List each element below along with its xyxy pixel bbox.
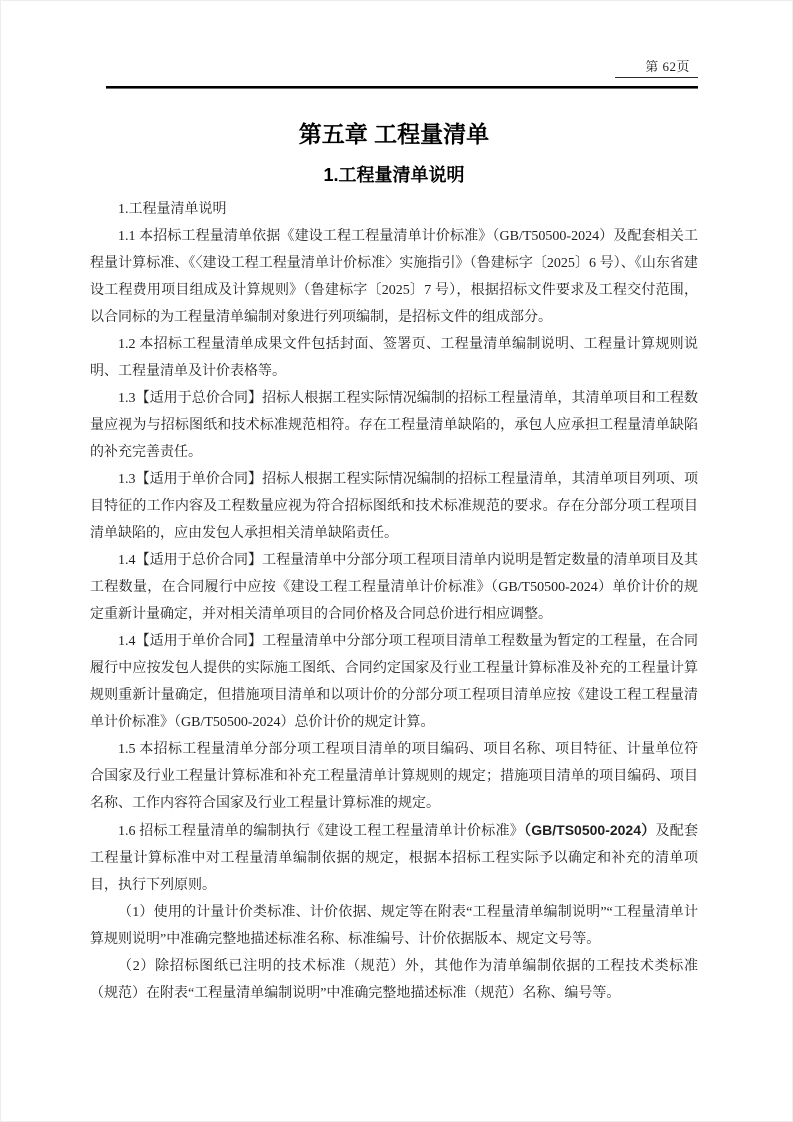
- paragraph: [90, 953, 698, 1007]
- header-rule: [106, 86, 698, 89]
- text-run: 1.4【适用于总价合同】工程量清单中分部分项工程项目清单内说明是暂定数量的清单项目及其工程数量，在合同履行中应按《建设工程工程量清单计价标准》（GB/T50500-2024）单价计价的规定重新计量确定，并对相关清单项目的合同价格及合同总价进行相应调整。: [90, 553, 698, 622]
- paragraph: [90, 547, 698, 628]
- text-run: 1.3【适用于总价合同】招标人根据工程实际情况编制的招标工程量清单，其清单项目和工程数量应视为与招标图纸和技术标准规范相符。存在工程量清单缺陷的，承包人应承担工程量清单缺陷的补充完善责任。: [90, 391, 698, 460]
- section-title: 1.工程量清单说明: [323, 165, 465, 185]
- text-run: 1.4【适用于单价合同】工程量清单中分部分项工程项目清单工程数量为暂定的工程量，在合同履行中应按发包人提供的实际施工图纸、合同约定国家及行业工程量计算标准及补充的工程量计算规则重新计量确定，但措施项目清单和以项计价的分部分项工程项目清单应按《建设工程工程量清单计价标准》（GB/T50500-2024）总价计价的规定计算。: [90, 634, 698, 730]
- paragraph: [90, 899, 698, 953]
- text-run: 1.工程量清单说明: [118, 202, 227, 217]
- paragraph: [90, 196, 698, 223]
- text-run: 1.3【适用于单价合同】招标人根据工程实际情况编制的招标工程量清单，其清单项目列项、项目特征的工作内容及工程数量应视为符合招标图纸和技术标准规范的要求。存在分部分项工程项目清单缺陷的，应由发包人承担相关清单缺陷责任。: [90, 472, 698, 541]
- text-run: 及配套工程量计算标准中对工程量清单编制依据的规定，根据本招标工程实际予以确定和补充的清单项目，执行下列原则。: [90, 824, 699, 893]
- paragraph: [90, 817, 698, 899]
- document-content: [90, 120, 698, 1007]
- paragraph: [90, 736, 698, 817]
- paragraph: [90, 223, 698, 331]
- page-header: [106, 58, 698, 78]
- document-body: [90, 196, 698, 1007]
- standard-code-text: （GB/TS0500-2024）: [524, 822, 656, 838]
- text-run: （2）除招标图纸已注明的技术标准（规范）外，其他作为清单编制依据的工程技术类标准（规范）在附表“工程量清单编制说明”中准确完整地描述标准（规范）名称、编号等。: [90, 959, 698, 1001]
- paragraph: [90, 466, 698, 547]
- text-run: 1.1 本招标工程量清单依据《建设工程工程量清单计价标准》（GB/T50500-2024）及配套相关工程量计算标准、《〈建设工程工程量清单计价标准〉实施指引》（鲁建标字〔2025〕6 号）、《山东省建设工程费用项目组成及计算规则》（鲁建标字〔2025〕7 号），根据招标文件要求及工程交付范围，以合同标的为工程量清单编制对象进行列项编制，是招标文件的组成部分。: [90, 229, 698, 325]
- paragraph: [90, 331, 698, 385]
- text-run: （1）使用的计量计价类标准、计价依据、规定等在附表“工程量清单编制说明”“工程量清单计算规则说明”中准确完整地描述标准名称、标准编号、计价依据版本、规定文号等。: [90, 905, 698, 947]
- paragraph: [90, 628, 698, 736]
- chapter-title: 第五章 工程量清单: [298, 121, 490, 147]
- text-run: 1.5 本招标工程量清单分部分项工程项目清单的项目编码、项目名称、项目特征、计量单位符合国家及行业工程量计算标准和补充工程量清单计算规则的规定；措施项目清单的项目编码、项目名称、工作内容符合国家及行业工程量计算标准的规定。: [90, 742, 698, 811]
- text-run: 1.6 招标工程量清单的编制执行《建设工程工程量清单计价标准》: [118, 824, 525, 839]
- page-number: 第 62页: [615, 58, 698, 78]
- paragraph: [90, 385, 698, 466]
- text-run: 1.2 本招标工程量清单成果文件包括封面、签署页、工程量清单编制说明、工程量计算规则说明、工程量清单及计价表格等。: [90, 337, 698, 379]
